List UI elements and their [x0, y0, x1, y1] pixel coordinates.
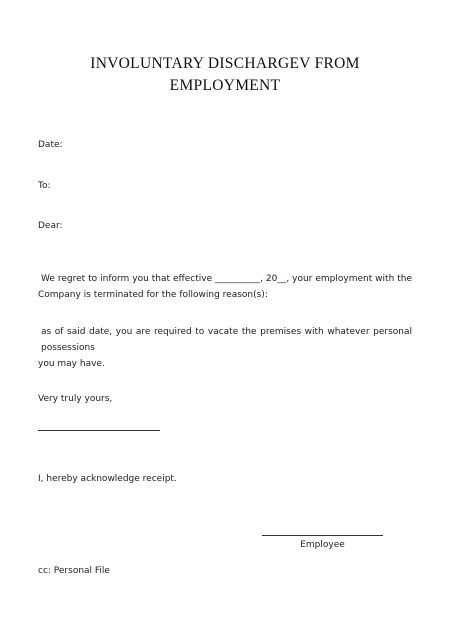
closing-text: Very truly yours,	[38, 394, 113, 404]
termination-line-2: Company is terminated for the following reason(s):	[38, 290, 268, 300]
vacate-line-1: as of said date, you are required to vacate the premises with whatever personal possessions	[41, 327, 412, 353]
employee-label: Employee	[300, 540, 345, 550]
termination-paragraph	[38, 271, 412, 303]
acknowledgement-text: I, hereby acknowledge receipt.	[38, 474, 177, 484]
employee-signature-line	[262, 535, 383, 536]
cc-note: cc: Personal File	[38, 566, 110, 576]
date-label: Date:	[38, 140, 63, 150]
vacate-paragraph	[38, 324, 412, 372]
document-title	[40, 53, 410, 97]
vacate-line-2: you may have.	[38, 359, 105, 369]
title-line-1: INVOLUNTARY DISCHARGEV FROM	[90, 55, 360, 72]
termination-line-1: We regret to inform you that effective __________, 20__, your employment with the	[41, 274, 412, 284]
sender-signature-line	[38, 430, 160, 431]
to-label: To:	[38, 181, 51, 191]
dear-label: Dear:	[38, 221, 63, 231]
title-line-2: EMPLOYMENT	[169, 77, 281, 94]
